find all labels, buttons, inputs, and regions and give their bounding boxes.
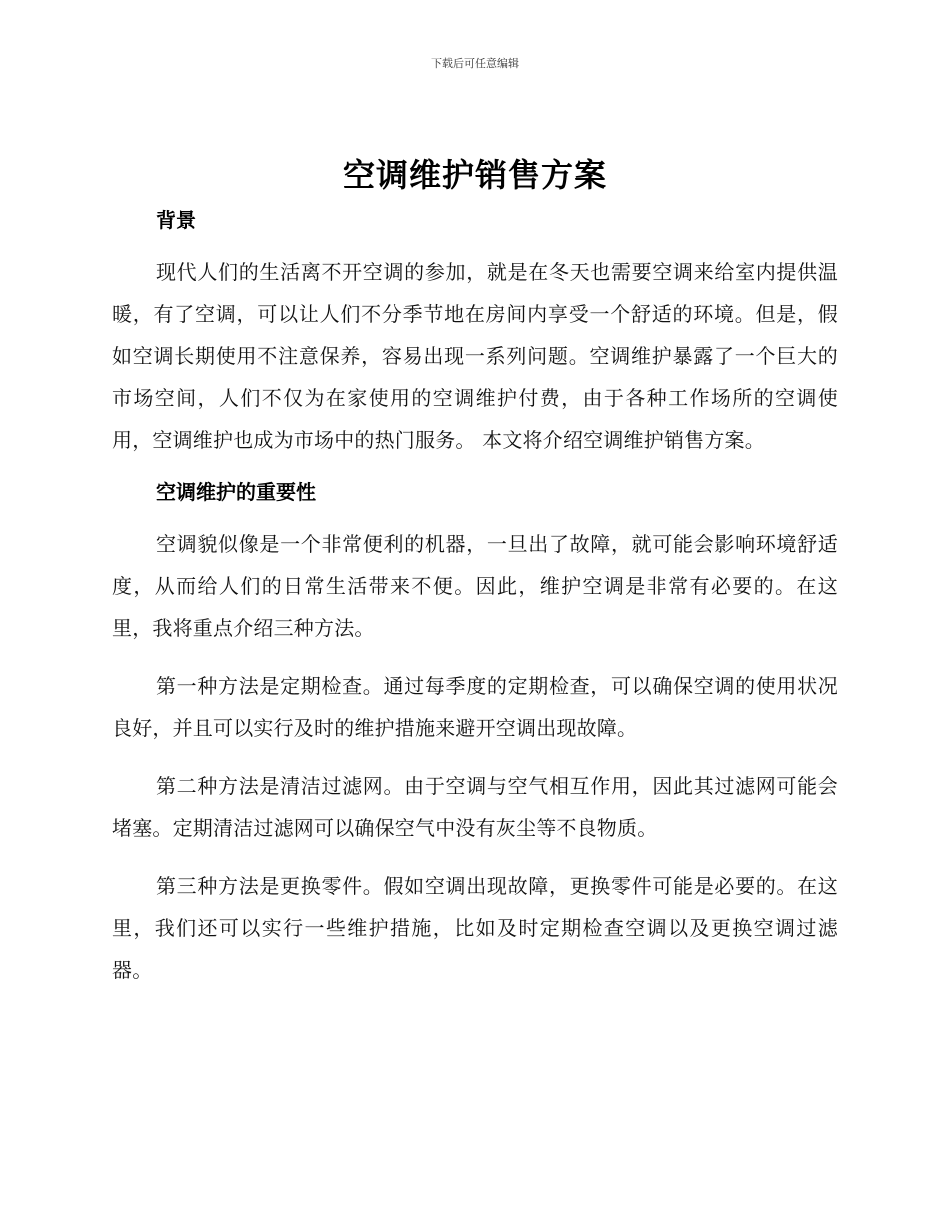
section-heading-importance: 空调维护的重要性 bbox=[156, 480, 316, 504]
document-body bbox=[112, 203, 838, 991]
paragraph-method-2: 第二种方法是清洁过滤网。由于空调与空气相互作用，因此其过滤网可能会堵塞。定期清洁过滤网可以确保空气中没有灰尘等不良物质。 bbox=[112, 774, 838, 840]
section-heading-background: 背景 bbox=[156, 208, 196, 232]
paragraph-method-1: 第一种方法是定期检查。通过每季度的定期检查，可以确保空调的使用状况良好，并且可以实行及时的维护措施来避开空调出现故障。 bbox=[112, 674, 838, 740]
paragraph-importance: 空调貌似像是一个非常便利的机器，一旦出了故障，就可能会影响环境舒适度，从而给人们的日常生活带来不便。因此，维护空调是非常有必要的。在这里，我将重点介绍三种方法。 bbox=[112, 532, 838, 640]
header-note: 下载后可任意编辑 bbox=[431, 57, 519, 70]
paragraph-method-3: 第三种方法是更换零件。假如空调出现故障，更换零件可能是必要的。在这里，我们还可以实行一些维护措施，比如及时定期检查空调以及更换空调过滤器。 bbox=[112, 874, 838, 982]
document-title: 空调维护销售方案 bbox=[342, 156, 607, 194]
paragraph-background: 现代人们的生活离不开空调的参加，就是在冬天也需要空调来给室内提供温暖，有了空调，可以让人们不分季节地在房间内享受一个舒适的环境。但是，假如空调长期使用不注意保养，容易出现一系列问题。空调维护暴露了一个巨大的市场空间，人们不仅为在家使用的空调维护付费，由于各种工作场所的空调使用，空调维护也成为市场中的热门服务。 本文将介绍空调维护销售方案。 bbox=[112, 260, 838, 452]
